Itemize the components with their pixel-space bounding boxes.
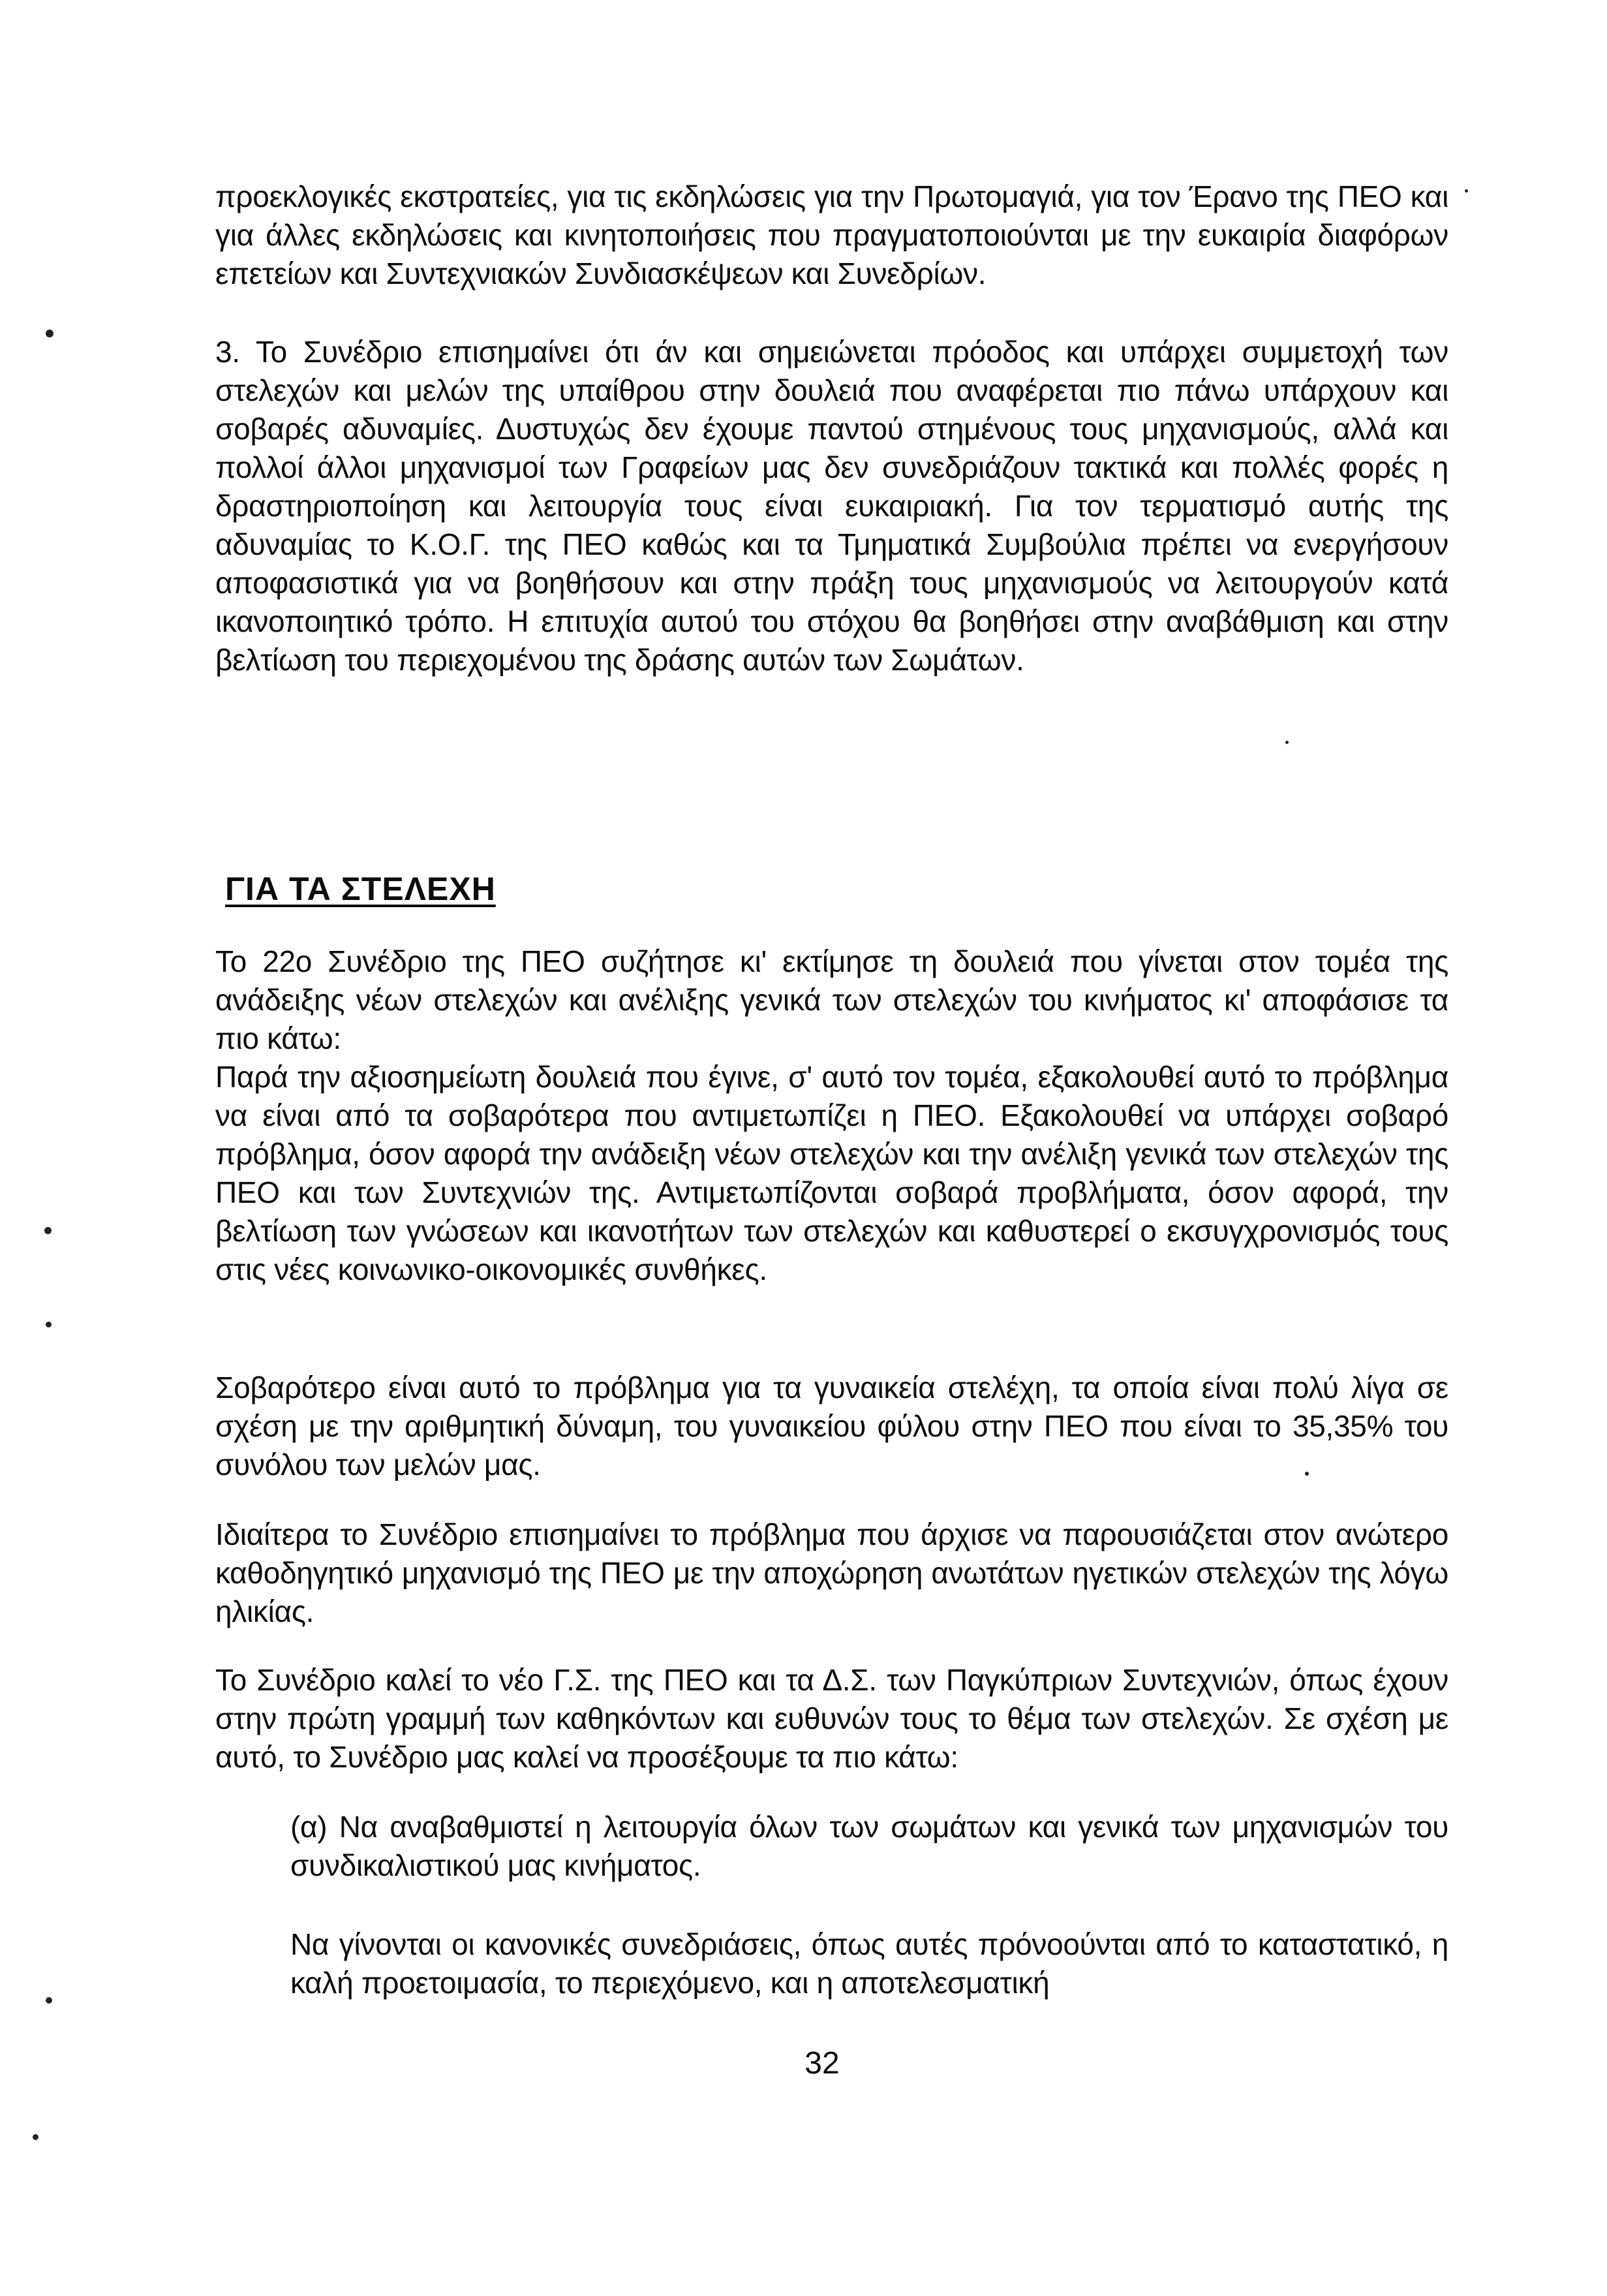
scan-speck — [44, 1227, 52, 1234]
scan-speck — [1305, 1472, 1309, 1476]
leadership-paragraph — [215, 1515, 1448, 1631]
congress-text-2: Παρά την αξιοσημείωτη δουλειά που έγινε, σ' αυτό τον τομέα, εξακολουθεί αυτό το πρόβλημα να είναι από τα σοβαρότερα που αντιμετωπίζει η ΠΕΟ. Εξακολουθεί να υπάρχει σοβαρό πρόβλημα, όσον αφορά την ανάδειξη νέων στελεχών και την ανέλιξη γενικά των στελεχών της ΠΕΟ και των Συντεχνιών της. Αντιμετωπίζονται σοβαρά προβλήματα, όσον αφορά, την βελτίωση των γνώσεων και ικανοτήτων των στελεχών και καθυστερεί ο εκσυγχρονισμός τους στις νέες κοινωνικο-οικονομικές συνθήκες. — [215, 1060, 1448, 1286]
page-number: 32 — [804, 2046, 840, 2081]
leadership-text: Ιδιαίτερα το Συνέδριο επισημαίνει το πρόβλημα που άρχισε να παρουσιάζεται στον ανώτερο καθοδηγητικό μηχανισμό της ΠΕΟ με την αποχώρηση ανωτάτων ηγετικών στελεχών της λόγω ηλικίας. — [215, 1517, 1448, 1628]
section-heading: ΓΙΑ ΤΑ ΣΤΕΛΕΧΗ — [225, 871, 496, 907]
women-paragraph — [215, 1369, 1448, 1484]
women-text: Σοβαρότερο είναι αυτό το πρόβλημα για τα γυναικεία στελέχη, τα οποία είναι πολύ λίγα σε σχέση με την αριθμητική δύναμη, του γυναικείου φύλου στην ΠΕΟ που είναι το 35,35% του συνόλου των μελών μας. — [215, 1371, 1448, 1482]
intro-continuation-paragraph — [215, 178, 1448, 293]
intro-continuation-text: προεκλογικές εκστρατείες, για τις εκδηλώσεις για την Πρωτομαγιά, για τον Έρανο της ΠΕΟ και για άλλες εκδηλώσεις και κινητοποιήσεις που πραγματοποιούνται με την ευκαιρία διαφόρων επετείων και Συντεχνιακών Συνδιασκέψεων και Συνεδρίων. — [215, 179, 1448, 290]
list-item-a: (α) Να αναβαθμιστεί η λειτουργία όλων των σωμάτων και γενικά των μηχανισμών του συνδικαλιστικού μας κινήματος. — [290, 1810, 1448, 1882]
scan-speck — [1465, 189, 1468, 193]
call-paragraph — [215, 1661, 1448, 1776]
scan-speck — [33, 2134, 38, 2140]
scan-speck — [46, 1997, 52, 2004]
scan-speck — [46, 1322, 52, 1327]
point-3-text: 3. Το Συνέδριο επισημαίνει ότι άν και σημειώνεται πρόοδος και υπάρχει συμμετοχή των στελεχών και μελών της υπαίθρου στην δουλειά που αναφέρεται πιο πάνω υπάρχουν και σοβαρές αδυναμίες. Δυστυχώς δεν έχουμε παντού στημένους τους μηχανισμούς, αλλά και πολλοί άλλοι μηχανισμοί των Γραφείων μας δεν συνεδριάζουν τακτικά και πολλές φορές η δραστηριοποίηση και λειτουργία τους είναι ευκαιριακή. Για τον τερματισμό αυτής της αδυναμίας το Κ.Ο.Γ. της ΠΕΟ καθώς και τα Τμηματικά Συμβούλια πρέπει να ενεργήσουν αποφασιστικά για να βοηθήσουν και στην πράξη τους μηχανισμούς να λειτουργούν κατά ικανοποιητικό τρόπο. Η επιτυχία αυτού του στόχου θα βοηθήσει στην αναβάθμιση και στην βελτίωση του περιεχομένου της δράσης αυτών των Σωμάτων. — [215, 335, 1448, 677]
scan-speck — [1285, 741, 1289, 744]
congress-paragraph — [215, 942, 1448, 1289]
scan-speck — [46, 330, 54, 337]
point-3-paragraph — [215, 333, 1448, 679]
meetings-paragraph: Να γίνονται οι κανονικές συνεδριάσεις, όπως αυτές πρόνοούνται από το καταστατικό, η καλή προετοιμασία, το περιεχόμενο, και η αποτελεσματική — [290, 1927, 1448, 2000]
call-text: Το Συνέδριο καλεί το νέο Γ.Σ. της ΠΕΟ και τα Δ.Σ. των Παγκύπριων Συντεχνιών, όπως έχουν στην πρώτη γραμμή των καθηκόντων και ευθυνών τους το θέμα των στελεχών. Σε σχέση με αυτό, το Συνέδριο μας καλεί να προσέξουμε τα πιο κάτω: — [215, 1663, 1448, 1774]
congress-text: Το 22ο Συνέδριο της ΠΕΟ συζήτησε κι' εκτίμησε τη δουλειά που γίνεται στον τομέα της ανάδειξης νέων στελεχών και ανέλιξης γενικά των στελεχών του κινήματος κι' αποφάσισε τα πιο κάτω: — [215, 944, 1448, 1055]
